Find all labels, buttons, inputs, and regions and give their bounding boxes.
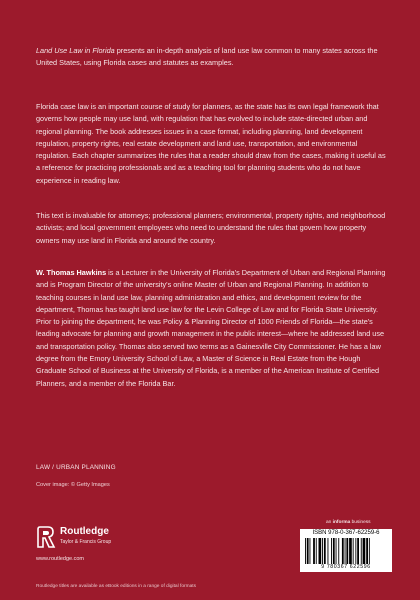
- informa-brand: informa: [332, 520, 351, 525]
- description-paragraph-2: Florida case law is an important course of study for planners, as the state has its own legal framework that governs how people may use land, with regulation that has evolved to include state-directed urban and regional planning. The book addresses issues in a case format, including planning, land development regulation, property rights, real estate development and land use, transportation, and environmental regulation. Each chapter summarizes the rules that a reader should draw from the cases, making it useful as a reference for practicing professionals and as a teaching tool for planning students who do not have experience in reading law.: [36, 102, 386, 185]
- informa-prefix: an: [326, 520, 333, 525]
- routledge-logo-icon: [36, 525, 56, 549]
- ebook-footer-note: Routledge titles are available as eBook editions in a range of digital formats: [36, 584, 196, 589]
- publisher-logo: [36, 525, 146, 559]
- author-name: W. Thomas Hawkins: [36, 268, 107, 277]
- category-label: LAW / URBAN PLANNING: [36, 464, 116, 471]
- publisher-group: Taylor & Francis Group: [60, 539, 112, 545]
- author-bio: [36, 267, 388, 390]
- description-paragraph-3: This text is invaluable for attorneys; professional planners; environmental, property rights, and neighborhood activists; and local government employees who need to understand the rules that govern how property owners may use land in Florida and around the country.: [36, 211, 386, 245]
- barcode-box: [300, 529, 392, 572]
- barcode-digits: 9 780367 622596: [321, 564, 371, 570]
- informa-suffix: business: [350, 520, 371, 525]
- barcode-icon: [305, 538, 387, 564]
- informa-business-label: [326, 520, 371, 525]
- book-title-italic: Land Use Law in Florida: [36, 46, 115, 55]
- cover-image-credit: Cover image: © Getty Images: [36, 482, 110, 488]
- isbn-label: ISBN 978-0-367-62259-6: [312, 530, 380, 536]
- author-bio-text: is a Lecturer in the University of Florida's Department of Urban and Regional Planning and is Program Director of the university's online Master of Urban and Regional Planning. In addition to teaching courses in land use law, planning administration and ethics, and development review for the department, Thomas has taught land use law for the Levin College of Law and for Florida State University. Prior to joining the department, he was Policy & Planning Director of 1000 Friends of Florida—the state's leading advocate for planning and growth management in the public interest—where he addressed land use and transportation policy. Thomas also served two terms as a Gainesville City Commissioner. He has a law degree from the Emory University School of Law, a Master of Science in Real Estate from the Hough Graduate School of Business at the University of Florida, is a member of the American Institute of Certified Planners, and a member of the Florida Bar.: [36, 268, 386, 388]
- publisher-website: www.routledge.com: [36, 556, 84, 562]
- publisher-name: Routledge: [60, 526, 109, 537]
- description-p1-text: presents an in-depth analysis of land use law common to many states across the United States, using Florida cases and statutes as examples.: [36, 46, 378, 68]
- description-paragraph-1: [36, 45, 388, 70]
